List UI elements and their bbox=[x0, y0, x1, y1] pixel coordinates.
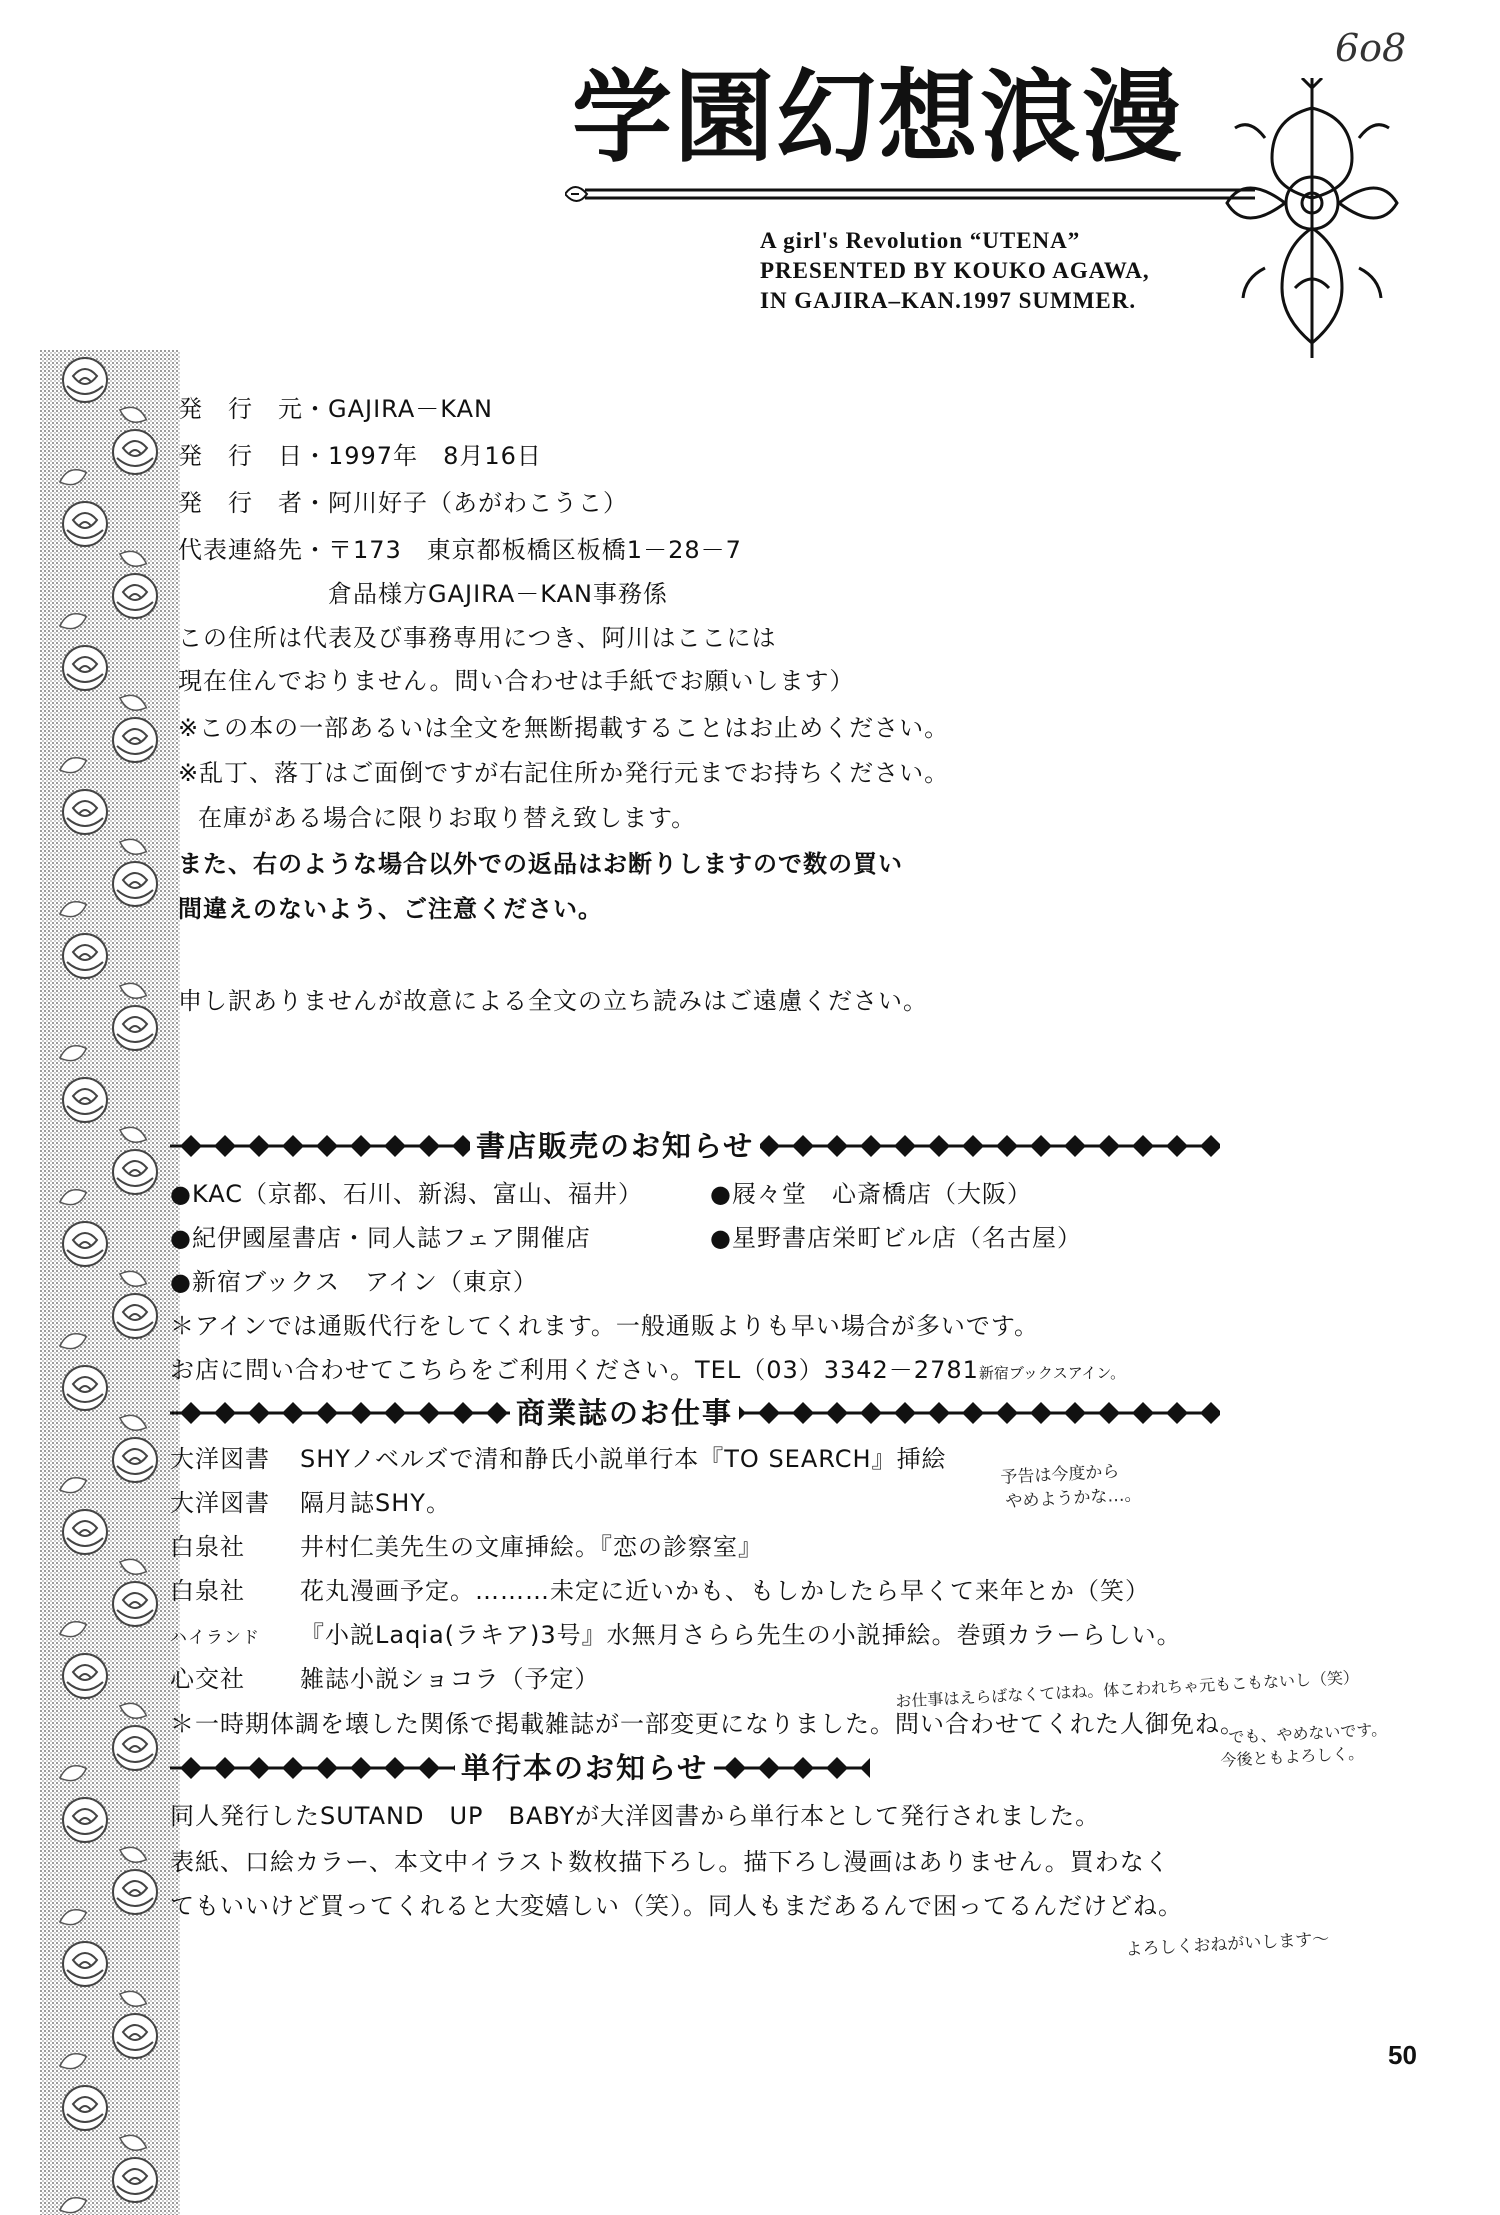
work-heading: 商業誌のお仕事 bbox=[510, 1393, 739, 1433]
diamond-icon bbox=[1064, 1135, 1086, 1157]
diamond-icon bbox=[758, 1402, 780, 1424]
diamond-icon bbox=[1030, 1402, 1052, 1424]
book-line-3: てもいいけど買ってくれると大変嬉しい（笑）。同人もまだあるんで困ってるんだけどね。 bbox=[170, 1892, 1183, 1920]
diamond-icon bbox=[418, 1757, 440, 1779]
stores-banner bbox=[170, 1126, 1220, 1166]
colophon-publisher: 発 行 元・GAJIRA－KAN bbox=[178, 395, 493, 423]
work-row: 大洋図書 隔月誌SHY。 bbox=[170, 1489, 451, 1517]
rose-icon bbox=[63, 358, 107, 402]
filigree-ornament-icon bbox=[1225, 78, 1400, 358]
address-note-1: この住所は代表及び事務専用につき、阿川はここには bbox=[178, 624, 777, 652]
rose-pattern-strip bbox=[40, 350, 180, 2215]
diamond-icon bbox=[962, 1402, 984, 1424]
diamond-icon bbox=[962, 1135, 984, 1157]
diamond-icon bbox=[1098, 1402, 1120, 1424]
rose-icon bbox=[113, 574, 157, 618]
colophon-contact-care: 倉品様方GAJIRA－KAN事務係 bbox=[328, 580, 668, 608]
handwritten-note-4: よろしくおねがいします～ bbox=[1125, 1929, 1330, 1960]
handwritten-note-1a: 予告は今度から bbox=[1000, 1461, 1120, 1488]
diamond-icon bbox=[384, 1757, 406, 1779]
diamond-icon bbox=[180, 1757, 202, 1779]
work-note: ＊一時期体調を壊した関係で掲載雑誌が一部変更になりました。問い合わせてくれた人御免ね。 bbox=[170, 1710, 1245, 1738]
work-row: 白泉社 井村仁美先生の文庫挿絵。『恋の診察室』 bbox=[170, 1533, 763, 1561]
subtitle-line-1: A girl's Revolution “UTENA” bbox=[760, 228, 1081, 253]
diamond-icon bbox=[894, 1135, 916, 1157]
handwritten-note-3a: でも、やめないです。 bbox=[1228, 1719, 1388, 1747]
diamond-icon bbox=[282, 1402, 304, 1424]
diamond-icon bbox=[350, 1757, 372, 1779]
diamond-icon bbox=[384, 1135, 406, 1157]
rose-icon bbox=[113, 1582, 157, 1626]
rose-icon bbox=[113, 1294, 157, 1338]
diamond-icon bbox=[826, 1135, 848, 1157]
colophon-author: 発 行 者・阿川好子（あがわこうこ） bbox=[178, 489, 628, 517]
rose-icon bbox=[113, 430, 157, 474]
rose-icon bbox=[63, 502, 107, 546]
rose-icon bbox=[63, 1222, 107, 1266]
work-row: 心交社 雑誌小説ショコラ（予定） bbox=[170, 1665, 600, 1693]
diamond-icon bbox=[1030, 1135, 1052, 1157]
colophon-contact: 代表連絡先・〒173 東京都板橋区板橋1－28－7 bbox=[178, 536, 742, 564]
diamond-icon bbox=[928, 1135, 950, 1157]
diamond-icon bbox=[384, 1402, 406, 1424]
diamond-icon bbox=[214, 1402, 236, 1424]
diamond-icon bbox=[894, 1402, 916, 1424]
handwritten-note-2: お仕事はえらばなくてはね。体こわれちゃ元もこもないし（笑） bbox=[895, 1667, 1360, 1711]
notice-2: ※乱丁、落丁はご面倒ですが右記住所か発行元までお持ちください。 bbox=[178, 759, 950, 787]
rose-icon bbox=[63, 790, 107, 834]
diamond-icon bbox=[996, 1402, 1018, 1424]
rose-icon bbox=[113, 718, 157, 762]
notice-6: 申し訳ありませんが故意による全文の立ち読みはご遠慮ください。 bbox=[178, 987, 928, 1015]
diamond-icon bbox=[180, 1402, 202, 1424]
diamond-icon bbox=[1200, 1135, 1220, 1157]
diamond-icon bbox=[826, 1402, 848, 1424]
diamond-icon bbox=[214, 1135, 236, 1157]
store-item-shinsaibashi: ●屐々堂 心斎橋店（大阪） bbox=[710, 1180, 1032, 1208]
rose-icon bbox=[63, 934, 107, 978]
diamond-icon bbox=[418, 1402, 440, 1424]
address-note-2: 現在住んでおりません。問い合わせは手紙でお願いします） bbox=[178, 667, 855, 695]
ornamental-rule bbox=[565, 178, 1255, 212]
diamond-icon bbox=[826, 1757, 848, 1779]
diamond-icon bbox=[1098, 1135, 1120, 1157]
book-banner bbox=[170, 1748, 870, 1788]
rose-icon bbox=[113, 2158, 157, 2202]
rose-icon bbox=[113, 2014, 157, 2058]
book-title: 学園幻想浪漫 bbox=[572, 58, 1184, 176]
rose-icon bbox=[113, 1150, 157, 1194]
diamond-icon bbox=[1064, 1402, 1086, 1424]
notice-4: また、右のような場合以外での返品はお断りしますので数の買い bbox=[178, 850, 903, 878]
diamond-icon bbox=[792, 1402, 814, 1424]
diamond-icon bbox=[486, 1402, 508, 1424]
rose-icon bbox=[113, 1726, 157, 1770]
store-item-hoshino: ●星野書店栄町ビル店（名古屋） bbox=[710, 1224, 1082, 1252]
rose-icon bbox=[113, 1438, 157, 1482]
rose-icon bbox=[113, 1870, 157, 1914]
diamond-icon bbox=[282, 1135, 304, 1157]
diamond-icon bbox=[1200, 1402, 1220, 1424]
diamond-icon bbox=[350, 1135, 372, 1157]
work-banner bbox=[170, 1393, 1220, 1433]
diamond-icon bbox=[1166, 1135, 1188, 1157]
subtitle-line-2: PRESENTED BY KOUKO AGAWA, bbox=[760, 258, 1150, 283]
store-item-kinokuniya: ●紀伊國屋書店・同人誌フェア開催店 bbox=[170, 1224, 591, 1252]
handwritten-note-3b: 今後ともよろしく。 bbox=[1220, 1743, 1365, 1770]
store-note-1: ＊アインでは通販代行をしてくれます。一般通販よりも早い場合が多いです。 bbox=[170, 1312, 1039, 1340]
rose-icon bbox=[63, 1510, 107, 1554]
rose-icon bbox=[63, 2086, 107, 2130]
work-row: 大洋図書 SHYノベルズで清和静氏小説単行本『TO SEARCH』挿絵 bbox=[170, 1445, 947, 1473]
book-line-1: 同人発行したSUTAND UP BABYが大洋図書から単行本として発行されました。 bbox=[170, 1802, 1101, 1830]
diamond-icon bbox=[758, 1757, 780, 1779]
diamond-icon bbox=[1132, 1402, 1154, 1424]
diamond-icon bbox=[860, 1402, 882, 1424]
subtitle-line-3: IN GAJIRA–KAN.1997 SUMMER. bbox=[760, 288, 1137, 313]
diamond-icon bbox=[860, 1757, 870, 1779]
diamond-icon bbox=[316, 1757, 338, 1779]
notice-1: ※この本の一部あるいは全文を無断掲載することはお止めください。 bbox=[178, 714, 950, 742]
diamond-icon bbox=[1132, 1135, 1154, 1157]
diamond-icon bbox=[214, 1757, 236, 1779]
diamond-icon bbox=[792, 1135, 814, 1157]
work-row: 白泉社 花丸漫画予定。………未定に近いかも、もしかしたら早くて来年とか（笑） bbox=[170, 1577, 1150, 1605]
book-line-2: 表紙、口絵カラー、本文中イラスト数枚描下ろし。描下ろし漫画はありません。買わなく bbox=[170, 1848, 1170, 1876]
rose-icon bbox=[63, 1942, 107, 1986]
rose-icon bbox=[63, 1654, 107, 1698]
diamond-icon bbox=[248, 1402, 270, 1424]
colophon-date: 発 行 日・1997年 8月16日 bbox=[178, 442, 542, 470]
diamond-icon bbox=[452, 1402, 474, 1424]
store-item-kac: ●KAC（京都、石川、新潟、富山、福井） bbox=[170, 1180, 644, 1208]
book-heading: 単行本のお知らせ bbox=[455, 1748, 714, 1788]
rose-icon bbox=[113, 862, 157, 906]
handwritten-note-1b: やめようかな…。 bbox=[1005, 1484, 1142, 1512]
diamond-icon bbox=[928, 1402, 950, 1424]
rose-icon bbox=[63, 646, 107, 690]
page-number: 50 bbox=[1388, 2040, 1417, 2070]
stores-heading: 書店販売のお知らせ bbox=[470, 1126, 760, 1166]
notice-3: 在庫がある場合に限りお取り替え致します。 bbox=[198, 804, 697, 832]
diamond-icon bbox=[316, 1135, 338, 1157]
diamond-icon bbox=[996, 1135, 1018, 1157]
work-row: ハイランド 『小説Laqia(ラキア)3号』水無月さらら先生の小説挿絵。巻頭カラーらしい。 bbox=[170, 1621, 1182, 1649]
store-note-2: お店に問い合わせてこちらをご利用ください。TEL（03）3342－2781新宿ブックスアイン。 bbox=[170, 1356, 1126, 1384]
diamond-icon bbox=[758, 1135, 780, 1157]
notice-5: 間違えのないよう、ご注意ください。 bbox=[178, 895, 603, 923]
diamond-icon bbox=[792, 1757, 814, 1779]
diamond-icon bbox=[1166, 1402, 1188, 1424]
diamond-icon bbox=[282, 1757, 304, 1779]
diamond-icon bbox=[860, 1135, 882, 1157]
diamond-icon bbox=[350, 1402, 372, 1424]
rose-icon bbox=[63, 1078, 107, 1122]
diamond-icon bbox=[418, 1135, 440, 1157]
diamond-icon bbox=[180, 1135, 202, 1157]
rose-icon bbox=[63, 1366, 107, 1410]
diamond-icon bbox=[724, 1757, 746, 1779]
diamond-icon bbox=[248, 1757, 270, 1779]
rose-icon bbox=[63, 1798, 107, 1842]
diamond-icon bbox=[248, 1135, 270, 1157]
diamond-icon bbox=[316, 1402, 338, 1424]
handwritten-page-mark: 6o8 bbox=[1335, 26, 1407, 70]
rose-icon bbox=[113, 1006, 157, 1050]
store-item-ain: ●新宿ブックス アイン（東京） bbox=[170, 1268, 538, 1296]
